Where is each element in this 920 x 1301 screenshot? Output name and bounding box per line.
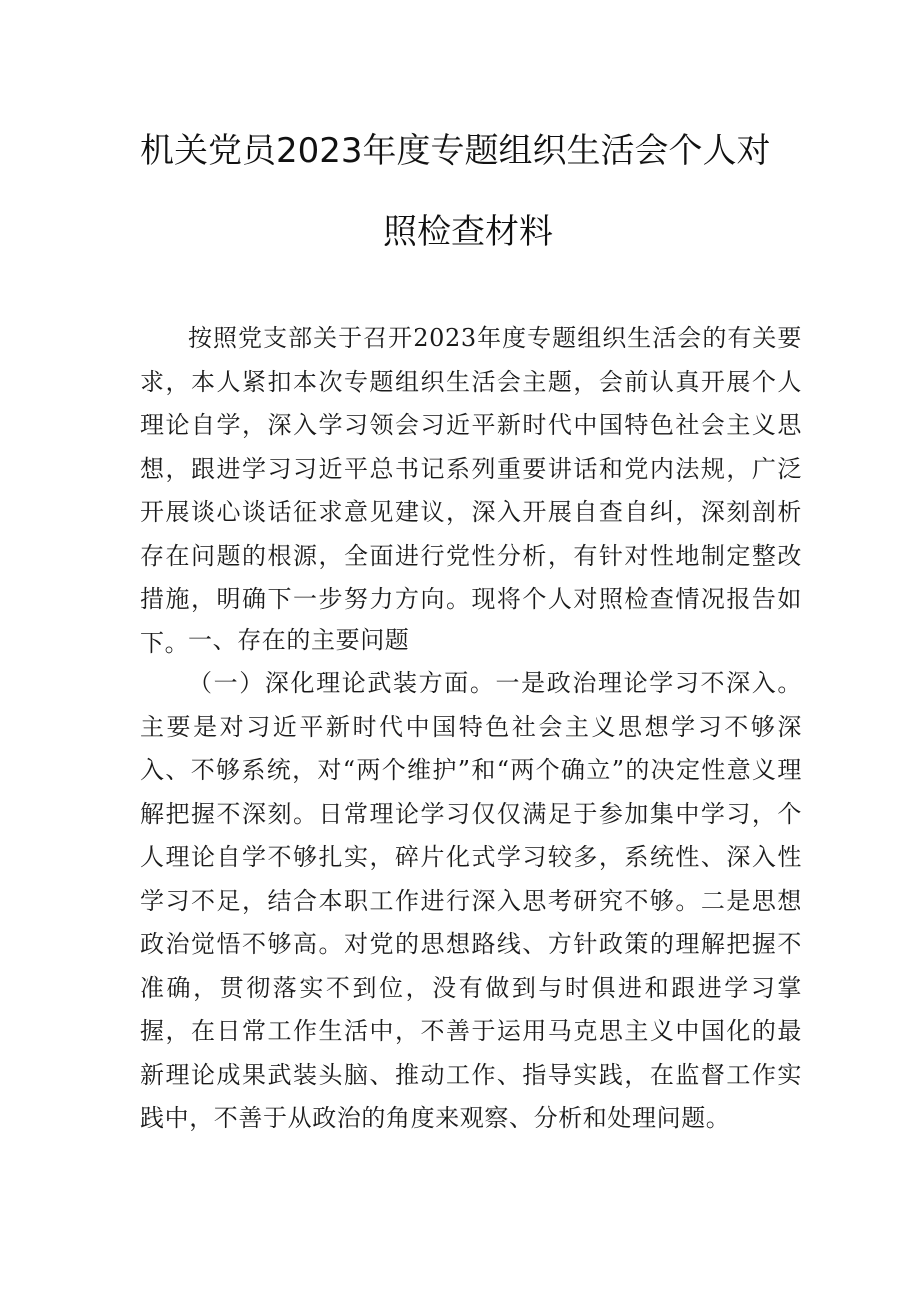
intro-paragraph: 按照党支部关于召开2023年度专题组织生活会的有关要求，本人紧扣本次专题组织生活会主题，会前认真开展个人理论自学，深入学习领会习近平新时代中国特色社会主义思想，跟进学习习近平总书记系列重要讲话和党内法规，广泛开展谈心谈话征求意见建议，深入开展自查自纠，深刻剖析存在问题的根源，全面进行党性分析，有针对性地制定整改措施，明确下一步努力方向。现将个人对照检查情况报告如下。 [140,324,802,657]
document-title-line-2: 照检查材料 [383,212,553,252]
document-title-line-1: 机关党员2023年度专题组织生活会个人对 [140,131,771,171]
section-heading: 一、存在的主要问题 [188,626,410,654]
section-paragraph: （一）深化理论武装方面。一是政治理论学习不深入。主要是对习近平新时代中国特色社会主义思想学习不够深入、不够系统，对“两个维护”和“两个确立”的决定性意义理解把握不深刻。日常理论学习仅仅满足于参加集中学习，个人理论自学不够扎实，碎片化式学习较多，系统性、深入性学习不足，结合本职工作进行深入思考研究不够。二是思想政治觉悟不够高。对党的思想路线、方针政策的理解把握不准确，贯彻落实不到位，没有做到与时俱进和跟进学习掌握，在日常工作生活中，不善于运用马克思主义中国化的最新理论成果武装头脑、推动工作、指导实践，在监督工作实践中，不善于从政治的角度来观察、分析和处理问题。 [140,669,802,1132]
